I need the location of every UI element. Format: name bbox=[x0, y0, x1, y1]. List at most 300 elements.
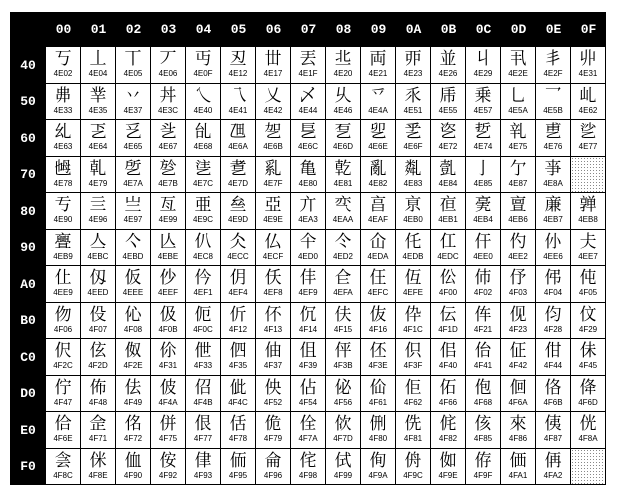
character-code: 4E7F bbox=[263, 178, 283, 188]
character-cell bbox=[46, 193, 81, 230]
row-header: 40 bbox=[10, 47, 46, 84]
character-code: 4F31 bbox=[158, 361, 178, 371]
character-cell bbox=[431, 47, 466, 84]
character-cell bbox=[291, 157, 326, 194]
character-glyph: 侂 bbox=[439, 414, 457, 435]
character-glyph: 乹 bbox=[89, 158, 107, 179]
character-glyph: 侞 bbox=[439, 450, 457, 471]
character-glyph: 乲 bbox=[439, 122, 457, 143]
character-glyph: 佀 bbox=[439, 341, 457, 362]
character-glyph: 佸 bbox=[229, 414, 247, 435]
character-glyph: 佮 bbox=[54, 414, 72, 435]
character-code: 4E33 bbox=[53, 105, 73, 115]
character-code: 4E8A bbox=[543, 178, 563, 188]
character-glyph: 仈 bbox=[194, 231, 212, 252]
character-code: 4E3C bbox=[157, 105, 178, 115]
character-code: 4EBC bbox=[87, 251, 109, 261]
character-glyph: 亴 bbox=[474, 195, 492, 216]
character-cell bbox=[221, 376, 256, 413]
character-glyph: 乽 bbox=[229, 158, 247, 179]
character-glyph: 仦 bbox=[544, 231, 562, 252]
character-code: 4E72 bbox=[438, 142, 458, 152]
character-glyph: 乢 bbox=[579, 85, 597, 106]
character-code: 4F35 bbox=[228, 361, 248, 371]
character-code: 4E2F bbox=[543, 69, 563, 79]
character-code: 4F66 bbox=[438, 397, 458, 407]
character-cell bbox=[571, 376, 606, 413]
character-code: 4F0C bbox=[193, 324, 213, 334]
character-cell bbox=[501, 376, 536, 413]
character-cell bbox=[46, 120, 81, 157]
character-glyph: 仜 bbox=[439, 231, 457, 252]
character-cell bbox=[326, 339, 361, 376]
character-code: 4EB1 bbox=[438, 215, 458, 225]
character-glyph: 侢 bbox=[544, 450, 562, 471]
character-cell bbox=[326, 449, 361, 486]
character-code: 4E0F bbox=[193, 69, 213, 79]
character-cell bbox=[466, 120, 501, 157]
character-cell bbox=[536, 120, 571, 157]
character-code: 4F82 bbox=[438, 434, 458, 444]
character-cell bbox=[221, 193, 256, 230]
column-header: 04 bbox=[186, 12, 221, 47]
character-glyph: 乥 bbox=[124, 122, 142, 143]
character-cell bbox=[501, 412, 536, 449]
character-cell bbox=[186, 47, 221, 84]
character-cell bbox=[326, 193, 361, 230]
row-header: B0 bbox=[10, 303, 46, 340]
column-header: 01 bbox=[81, 12, 116, 47]
character-glyph: 伃 bbox=[509, 268, 527, 289]
character-glyph: 亊 bbox=[544, 158, 562, 179]
character-code: 4E76 bbox=[543, 142, 563, 152]
character-code: 4F95 bbox=[228, 470, 248, 480]
character-cell bbox=[46, 266, 81, 303]
character-glyph: 亇 bbox=[509, 158, 527, 179]
column-header: 03 bbox=[151, 12, 186, 47]
character-glyph: 乬 bbox=[299, 122, 317, 143]
character-code: 4F16 bbox=[368, 324, 388, 334]
character-code: 4F2C bbox=[53, 361, 73, 371]
character-cell bbox=[186, 412, 221, 449]
character-glyph: 亹 bbox=[54, 231, 72, 252]
character-code: 4E6D bbox=[332, 142, 353, 152]
character-cell bbox=[326, 230, 361, 267]
character-code: 4F6A bbox=[508, 397, 528, 407]
character-cell bbox=[116, 412, 151, 449]
character-cell bbox=[571, 230, 606, 267]
character-cell bbox=[396, 412, 431, 449]
character-code: 4FA1 bbox=[508, 470, 528, 480]
character-cell bbox=[501, 339, 536, 376]
character-cell bbox=[501, 266, 536, 303]
character-cell bbox=[151, 339, 186, 376]
character-cell bbox=[431, 120, 466, 157]
character-glyph: 並 bbox=[439, 49, 457, 70]
column-header: 0D bbox=[501, 12, 536, 47]
character-glyph: 丮 bbox=[509, 49, 527, 70]
character-cell bbox=[326, 412, 361, 449]
character-code: 4E63 bbox=[53, 142, 73, 152]
character-code: 4E31 bbox=[578, 69, 598, 79]
character-cell bbox=[361, 412, 396, 449]
character-cell bbox=[361, 303, 396, 340]
character-cell bbox=[186, 449, 221, 486]
character-cell bbox=[81, 230, 116, 267]
character-glyph: 亁 bbox=[334, 158, 352, 179]
character-glyph: 伿 bbox=[404, 341, 422, 362]
character-glyph: 佇 bbox=[54, 377, 72, 398]
character-cell bbox=[536, 376, 571, 413]
character-code: 4F9F bbox=[473, 470, 493, 480]
character-code: 4EF8 bbox=[263, 288, 283, 298]
character-code: 4F48 bbox=[88, 397, 108, 407]
character-glyph: 乗 bbox=[474, 85, 492, 106]
column-header: 06 bbox=[256, 12, 291, 47]
character-glyph: 乑 bbox=[404, 85, 422, 106]
character-cell bbox=[431, 376, 466, 413]
character-cell bbox=[81, 303, 116, 340]
character-code: 4E9E bbox=[263, 215, 283, 225]
character-code: 4E35 bbox=[88, 105, 108, 115]
character-cell bbox=[361, 47, 396, 84]
character-glyph: 亄 bbox=[439, 158, 457, 179]
character-glyph: 侁 bbox=[404, 414, 422, 435]
character-cell bbox=[151, 47, 186, 84]
character-code: 4F45 bbox=[578, 361, 598, 371]
character-glyph: 佌 bbox=[229, 377, 247, 398]
character-cell bbox=[501, 230, 536, 267]
character-cell bbox=[571, 120, 606, 157]
character-cell bbox=[291, 84, 326, 121]
character-cell bbox=[81, 157, 116, 194]
character-cell bbox=[256, 47, 291, 84]
character-code: 4EE6 bbox=[543, 251, 563, 261]
character-glyph: 丳 bbox=[54, 85, 72, 106]
character-glyph: 佺 bbox=[299, 414, 317, 435]
row-header: 60 bbox=[10, 120, 46, 157]
character-glyph: 仹 bbox=[299, 268, 317, 289]
character-cell bbox=[186, 266, 221, 303]
character-code: 4F3E bbox=[368, 361, 388, 371]
character-code: 4F41 bbox=[473, 361, 493, 371]
character-code: 4EBD bbox=[122, 251, 144, 261]
row-header: 90 bbox=[10, 230, 46, 267]
character-glyph: 伩 bbox=[579, 304, 597, 325]
character-cell bbox=[396, 230, 431, 267]
character-cell bbox=[571, 47, 606, 84]
character-cell bbox=[431, 266, 466, 303]
character-cell bbox=[256, 230, 291, 267]
character-glyph: 伔 bbox=[299, 304, 317, 325]
character-cell bbox=[46, 303, 81, 340]
character-code: 4F77 bbox=[193, 434, 213, 444]
character-code: 4F71 bbox=[88, 434, 108, 444]
character-code: 4F62 bbox=[403, 397, 423, 407]
character-glyph: 伌 bbox=[194, 304, 212, 325]
character-glyph: 侟 bbox=[474, 450, 492, 471]
column-header: 0E bbox=[536, 12, 571, 47]
character-code: 4E62 bbox=[578, 105, 598, 115]
character-glyph: 侒 bbox=[159, 450, 177, 471]
character-glyph: 伋 bbox=[159, 304, 177, 325]
character-cell bbox=[151, 120, 186, 157]
character-cell bbox=[361, 266, 396, 303]
character-glyph: 亀 bbox=[299, 158, 317, 179]
character-code: 4F9A bbox=[368, 470, 388, 480]
character-code: 4E06 bbox=[158, 69, 178, 79]
character-glyph: 丆 bbox=[159, 49, 177, 70]
character-code: 4E46 bbox=[333, 105, 353, 115]
character-cell bbox=[151, 376, 186, 413]
character-code: 4F8C bbox=[53, 470, 73, 480]
character-cell bbox=[81, 120, 116, 157]
character-cell bbox=[571, 84, 606, 121]
character-code: 4EB7 bbox=[543, 215, 563, 225]
character-cell bbox=[116, 449, 151, 486]
character-cell bbox=[291, 193, 326, 230]
character-cell bbox=[536, 449, 571, 486]
character-code: 4E04 bbox=[88, 69, 108, 79]
character-cell bbox=[536, 339, 571, 376]
character-code: 4F1C bbox=[403, 324, 423, 334]
character-cell bbox=[81, 266, 116, 303]
character-cell bbox=[221, 84, 256, 121]
character-cell bbox=[291, 339, 326, 376]
character-cell bbox=[396, 120, 431, 157]
character-code: 4E75 bbox=[508, 142, 528, 152]
character-code: 4EEE bbox=[122, 288, 144, 298]
character-glyph: 伣 bbox=[509, 304, 527, 325]
character-code: 4E77 bbox=[578, 142, 598, 152]
character-code: 4F87 bbox=[543, 434, 563, 444]
character-glyph: 侜 bbox=[404, 450, 422, 471]
character-code: 4EB0 bbox=[403, 215, 423, 225]
character-code: 4E6F bbox=[403, 142, 423, 152]
character-glyph: 仢 bbox=[509, 231, 527, 252]
character-glyph: 仌 bbox=[229, 231, 247, 252]
character-cell bbox=[221, 47, 256, 84]
character-cell bbox=[326, 120, 361, 157]
character-glyph: 侙 bbox=[334, 450, 352, 471]
character-cell bbox=[466, 157, 501, 194]
character-code: 4F4B bbox=[193, 397, 213, 407]
character-glyph: 伆 bbox=[54, 304, 72, 325]
character-glyph: 仮 bbox=[124, 268, 142, 289]
character-code: 4E42 bbox=[263, 105, 283, 115]
character-code: 4F04 bbox=[543, 288, 563, 298]
character-code: 4F54 bbox=[298, 397, 318, 407]
character-code: 4EB8 bbox=[578, 215, 598, 225]
character-glyph: 乪 bbox=[229, 122, 247, 143]
character-glyph: 侓 bbox=[194, 450, 212, 471]
column-header: 0F bbox=[571, 12, 606, 47]
character-code: 4E2E bbox=[508, 69, 528, 79]
character-cell bbox=[431, 84, 466, 121]
character-code: 4E05 bbox=[123, 69, 143, 79]
character-code: 4F3B bbox=[333, 361, 353, 371]
character-cell bbox=[501, 157, 536, 194]
character-glyph: 亣 bbox=[299, 195, 317, 216]
character-cell bbox=[571, 193, 606, 230]
character-code: 4F3F bbox=[403, 361, 423, 371]
character-code: 4F29 bbox=[578, 324, 598, 334]
character-glyph: 乤 bbox=[89, 122, 107, 143]
character-cell bbox=[431, 449, 466, 486]
character-cell bbox=[361, 376, 396, 413]
character-cell bbox=[256, 193, 291, 230]
character-cell bbox=[466, 84, 501, 121]
character-code: 4EE0 bbox=[473, 251, 493, 261]
character-code: 4FA2 bbox=[543, 470, 563, 480]
character-cell bbox=[326, 376, 361, 413]
character-glyph: 丼 bbox=[159, 85, 177, 106]
character-code: 4EE2 bbox=[508, 251, 528, 261]
character-cell bbox=[396, 84, 431, 121]
character-glyph: 乨 bbox=[194, 122, 212, 143]
character-glyph: 侖 bbox=[264, 450, 282, 471]
character-glyph: 仐 bbox=[299, 231, 317, 252]
character-cell bbox=[536, 47, 571, 84]
character-cell bbox=[501, 120, 536, 157]
character-glyph: 丵 bbox=[89, 85, 107, 106]
character-code: 4F6D bbox=[578, 397, 598, 407]
character-glyph: 侌 bbox=[54, 450, 72, 471]
character-code: 4E85 bbox=[473, 178, 493, 188]
character-cell bbox=[151, 84, 186, 121]
character-code: 4EF9 bbox=[298, 288, 318, 298]
character-glyph: 佭 bbox=[579, 377, 597, 398]
character-code: 4F61 bbox=[368, 397, 388, 407]
character-code: 4F42 bbox=[508, 361, 528, 371]
character-code: 4E17 bbox=[263, 69, 283, 79]
character-cell bbox=[361, 193, 396, 230]
character-code: 4F08 bbox=[123, 324, 143, 334]
character-code: 4F9C bbox=[403, 470, 423, 480]
character-code: 4E44 bbox=[298, 105, 318, 115]
character-glyph: 侊 bbox=[579, 414, 597, 435]
character-glyph: 仚 bbox=[369, 231, 387, 252]
character-cell bbox=[396, 157, 431, 194]
character-cell bbox=[291, 303, 326, 340]
character-glyph: 佊 bbox=[159, 377, 177, 398]
character-glyph: 佂 bbox=[509, 341, 527, 362]
character-code: 4F6B bbox=[543, 397, 563, 407]
character-glyph: 佱 bbox=[89, 414, 107, 435]
character-cell bbox=[326, 84, 361, 121]
character-glyph: 亰 bbox=[404, 195, 422, 216]
character-cell bbox=[46, 47, 81, 84]
character-cell bbox=[221, 449, 256, 486]
column-header: 08 bbox=[326, 12, 361, 47]
character-cell bbox=[186, 339, 221, 376]
character-glyph: 伂 bbox=[474, 268, 492, 289]
character-glyph: 亃 bbox=[404, 158, 422, 179]
character-cell bbox=[186, 303, 221, 340]
character-cell bbox=[221, 230, 256, 267]
character-glyph: 丅 bbox=[124, 49, 142, 70]
character-glyph: 仾 bbox=[404, 268, 422, 289]
character-code: 4F92 bbox=[158, 470, 178, 480]
character-glyph: 亷 bbox=[544, 195, 562, 216]
character-glyph: 仸 bbox=[264, 268, 282, 289]
character-code: 4F00 bbox=[438, 288, 458, 298]
character-glyph: 佽 bbox=[334, 414, 352, 435]
character-cell bbox=[501, 84, 536, 121]
character-glyph: 亞 bbox=[264, 195, 282, 216]
character-glyph: 乵 bbox=[509, 122, 527, 143]
character-cell bbox=[116, 47, 151, 84]
column-header: 0C bbox=[466, 12, 501, 47]
character-code: 4E96 bbox=[88, 215, 108, 225]
character-code: 4E67 bbox=[158, 142, 178, 152]
character-cell bbox=[466, 230, 501, 267]
character-glyph: 乭 bbox=[334, 122, 352, 143]
empty-cell bbox=[571, 449, 606, 486]
character-cell bbox=[571, 412, 606, 449]
character-glyph: 侀 bbox=[369, 414, 387, 435]
character-cell bbox=[256, 449, 291, 486]
row-header: F0 bbox=[10, 449, 46, 486]
character-code: 4F37 bbox=[263, 361, 283, 371]
character-code: 4F93 bbox=[193, 470, 213, 480]
character-code: 4EB4 bbox=[473, 215, 493, 225]
character-glyph: 伻 bbox=[334, 341, 352, 362]
character-code: 4E9D bbox=[227, 215, 248, 225]
character-cell bbox=[221, 120, 256, 157]
character-code: 4F98 bbox=[298, 470, 318, 480]
character-cell bbox=[221, 412, 256, 449]
character-code: 4F81 bbox=[403, 434, 423, 444]
character-code-table bbox=[10, 12, 606, 485]
column-header: 0B bbox=[431, 12, 466, 47]
character-code: 4E9C bbox=[192, 215, 213, 225]
character-code: 4F12 bbox=[228, 324, 248, 334]
character-code: 4F8A bbox=[578, 434, 598, 444]
character-glyph: 侐 bbox=[124, 450, 142, 471]
character-code: 4F49 bbox=[123, 397, 143, 407]
character-cell bbox=[361, 120, 396, 157]
character-cell bbox=[571, 339, 606, 376]
character-cell bbox=[291, 230, 326, 267]
character-cell bbox=[291, 47, 326, 84]
character-cell bbox=[221, 339, 256, 376]
character-cell bbox=[221, 157, 256, 194]
character-code: 4E83 bbox=[403, 178, 423, 188]
character-glyph: 亽 bbox=[124, 231, 142, 252]
character-cell bbox=[501, 303, 536, 340]
character-cell bbox=[466, 339, 501, 376]
character-code: 4F79 bbox=[263, 434, 283, 444]
character-cell bbox=[186, 230, 221, 267]
character-glyph: 乀 bbox=[194, 85, 212, 106]
character-code: 4EAA bbox=[332, 215, 354, 225]
character-glyph: 亜 bbox=[194, 195, 212, 216]
character-glyph: 乚 bbox=[509, 85, 527, 106]
character-code: 4F05 bbox=[578, 288, 598, 298]
character-cell bbox=[326, 47, 361, 84]
character-glyph: 乼 bbox=[194, 158, 212, 179]
character-glyph: 亙 bbox=[159, 195, 177, 216]
character-code: 4F33 bbox=[193, 361, 213, 371]
character-cell bbox=[256, 120, 291, 157]
character-code: 4EB6 bbox=[508, 215, 528, 225]
character-glyph: 仱 bbox=[194, 268, 212, 289]
character-cell bbox=[81, 376, 116, 413]
character-glyph: 仼 bbox=[369, 268, 387, 289]
character-glyph: 乿 bbox=[264, 158, 282, 179]
character-code: 4EF1 bbox=[193, 288, 213, 298]
